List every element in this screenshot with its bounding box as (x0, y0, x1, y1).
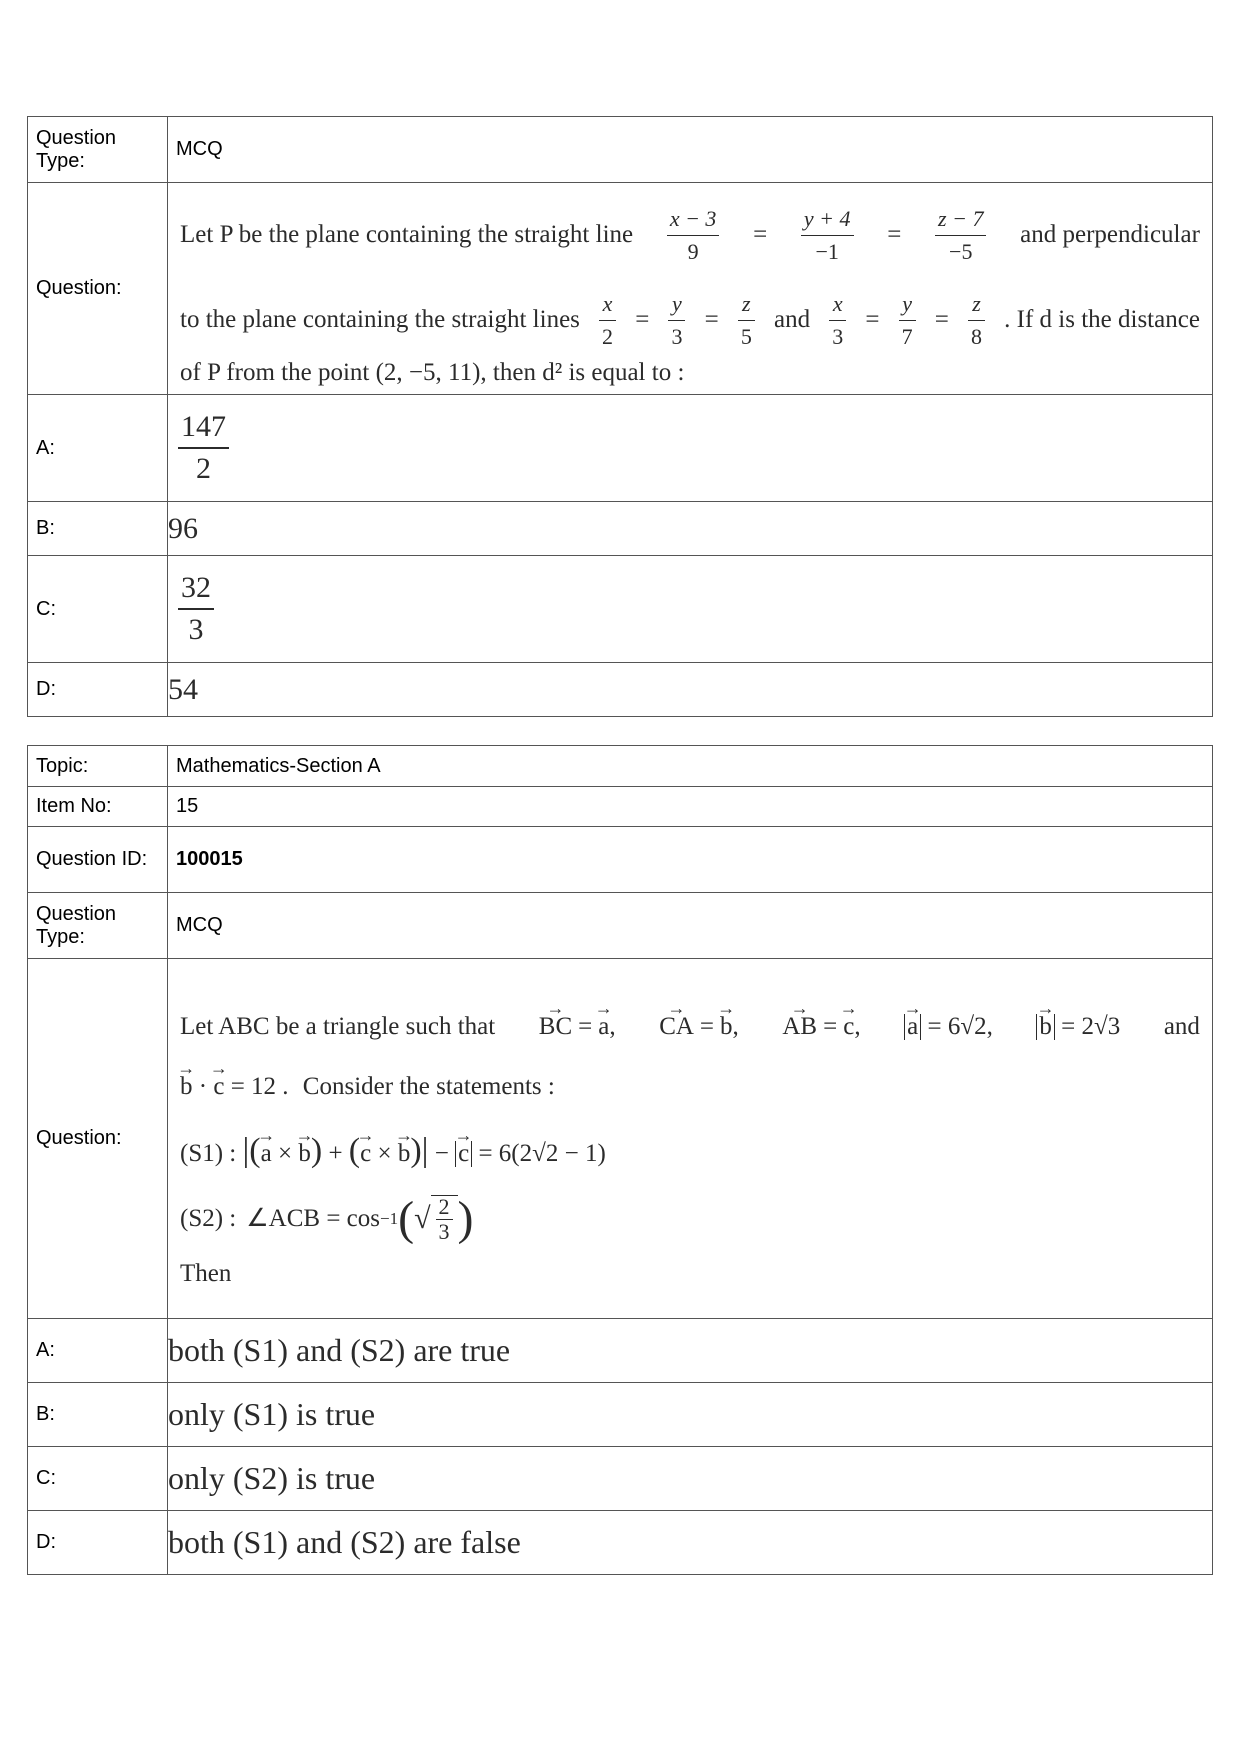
fraction-g3: $\frac{z}{5}$ (738, 289, 755, 352)
question-15-table (27, 745, 1213, 1575)
question-type-row (28, 117, 1213, 183)
question-label: Question: (28, 183, 168, 395)
question-type-row (28, 893, 1213, 959)
option-d-label: D: (28, 663, 168, 717)
option-b-label: B: (28, 1383, 168, 1447)
item-no-row (28, 787, 1213, 827)
topic-row (28, 746, 1213, 787)
stem-line2-pre: to the plane containing the straight lines (180, 306, 580, 333)
statement-s1: (S1) : |(→ a × → b) + (→ c × → b)| − → c = 6(2√2 − 1) (180, 1136, 1200, 1169)
option-a-value: $\frac{147}{2}$ (168, 395, 1213, 502)
option-d-value: 54 (168, 663, 1213, 717)
question-type-value: MCQ (168, 117, 1213, 183)
option-c-value: only (S2) is true (168, 1447, 1213, 1511)
fraction-y: $\frac{y + 4}{-1}$ (801, 204, 854, 267)
item-no-value: 15 (168, 787, 1213, 827)
fraction-h3: $\frac{z}{8}$ (968, 289, 985, 352)
item-no-label: Item No: (28, 787, 168, 827)
option-a-value: both (S1) and (S2) are true (168, 1319, 1213, 1383)
stem-line1-post: and perpendicular (1020, 221, 1200, 248)
option-d-label: D: (28, 1511, 168, 1575)
question-type-label: Question Type: (28, 117, 168, 183)
question-row (28, 183, 1213, 395)
fraction-h1: $\frac{x}{3}$ (829, 289, 846, 352)
option-b-row (28, 1383, 1213, 1447)
option-a-row (28, 1319, 1213, 1383)
fraction-g2: $\frac{y}{3}$ (668, 289, 685, 352)
question-type-label: Question Type: (28, 893, 168, 959)
statement-s2: (S2) : ∠ACB = cos −1 ( √ $\frac{2}{3}$ ) (180, 1192, 474, 1245)
question-stem: Let P be the plane containing the straight line $\frac{x - 3}{9}$ = $\frac{y + 4}{-1}$ = $\frac{z - 7}{-5}$ and perpendicular to the plane containing the straight lines $\frac{x}{2}$ = $\frac{y}{3}$ = $\frac{z}{5}$ and $\frac{x}{3}$ = $\frac{y}{7}$ = $\frac{z}{8}$ . If d is the distance of P from the point (2, −5, 11), then d² is equal to : (168, 183, 1213, 395)
question-id-row (28, 827, 1213, 893)
fraction-z: $\frac{z - 7}{-5}$ (935, 204, 986, 267)
stem-line3: of P from the point (2, −5, 11), then d² is equal to : (180, 358, 685, 386)
stem-then: Then (180, 1260, 232, 1287)
topic-label: Topic: (28, 746, 168, 787)
fraction-g1: $\frac{x}{2}$ (599, 289, 616, 352)
option-b-row (28, 502, 1213, 556)
option-b-label: B: (28, 502, 168, 556)
option-b-value: 96 (168, 502, 1213, 556)
option-c-row (28, 556, 1213, 663)
option-d-value: both (S1) and (S2) are false (168, 1511, 1213, 1575)
fraction-h2: $\frac{y}{7}$ (899, 289, 916, 352)
option-a-label: A: (28, 1319, 168, 1383)
option-c-value: $\frac{32}{3}$ (168, 556, 1213, 663)
option-b-value: only (S1) is true (168, 1383, 1213, 1447)
option-d-row (28, 663, 1213, 717)
option-d-row (28, 1511, 1213, 1575)
question-id-value: 100015 (168, 827, 1213, 893)
question-14-table (27, 116, 1213, 717)
question-row (28, 959, 1213, 1319)
option-a-row (28, 395, 1213, 502)
question-stem: Let ABC be a triangle such that → BC =→ a, → CA =→ b, → AB =→ c, → a = 6√2, → b = 2√3 and → b · → c = 12 . Consider the statements : (S1) : |(→ a × → b) + (→ c × → b)| − → c = 6(2√2 − 1) (S2) : ∠ACB = cos −1 ( √ $\frac{2}{3}$ ) Then (168, 959, 1213, 1319)
question-type-value: MCQ (168, 893, 1213, 959)
option-a-label: A: (28, 395, 168, 502)
option-c-label: C: (28, 556, 168, 663)
stem-line1-pre: Let P be the plane containing the straight line (180, 221, 634, 248)
stem-line2-post: . If d is the distance (1004, 306, 1200, 333)
option-c-label: C: (28, 1447, 168, 1511)
stem-intro: Let ABC be a triangle such that (180, 1013, 496, 1040)
topic-value: Mathematics-Section A (168, 746, 1213, 787)
stem-and: and (773, 306, 811, 333)
question-label: Question: (28, 959, 168, 1319)
option-c-row (28, 1447, 1213, 1511)
question-id-label: Question ID: (28, 827, 168, 893)
fraction-x: $\frac{x - 3}{9}$ (667, 204, 720, 267)
